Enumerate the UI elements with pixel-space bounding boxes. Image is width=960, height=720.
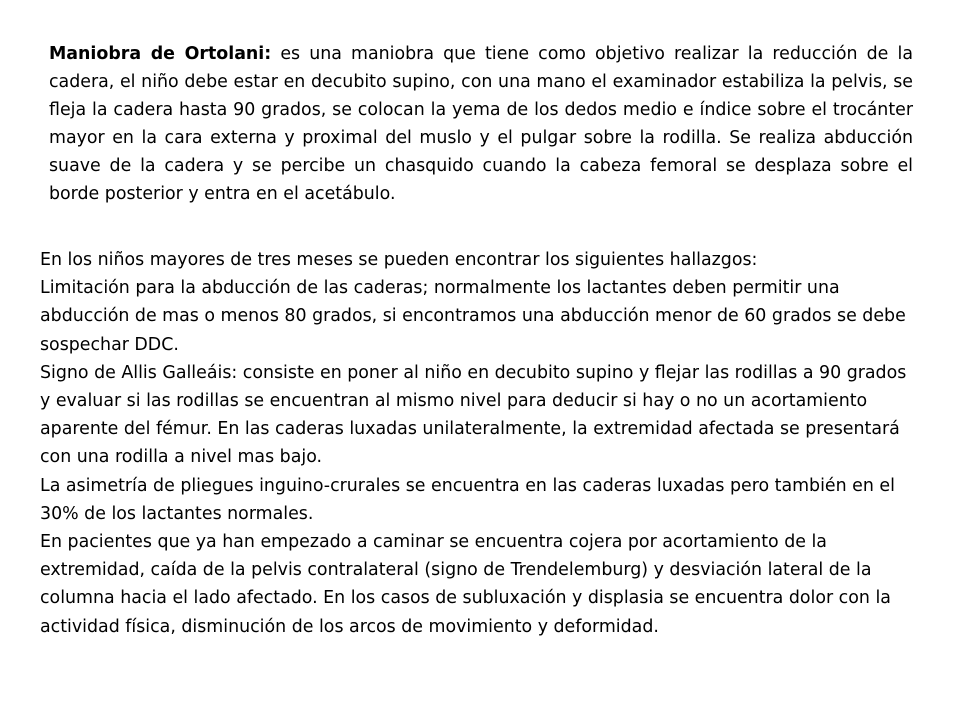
ortolani-paragraph bbox=[49, 40, 913, 208]
finding-allis-sign: Signo de Allis Galleáis: consiste en poner al niño en decubito supino y flejar las rodillas a 90 grados y evaluar si las rodillas se encuentran al mismo nivel para deducir si hay o no un acortamiento aparente del fémur. En las caderas luxadas unilateralmente, la extremidad afectada se presentará con una rodilla a nivel mas bajo. bbox=[40, 362, 907, 468]
finding-fold-asymmetry: La asimetría de pliegues inguino-crurales se encuentra en las caderas luxadas pero también en el 30% de los lactantes normales. bbox=[40, 475, 895, 524]
findings-intro: En los niños mayores de tres meses se pueden encontrar los siguientes hallazgos: bbox=[40, 250, 758, 270]
findings-block bbox=[40, 246, 920, 641]
finding-walking-children: En pacientes que ya han empezado a caminar se encuentra cojera por acortamiento de la extremidad, caída de la pelvis contralateral (signo de Trendelemburg) y desviación lateral de la columna hacia el lado afectado. En los casos de subluxación y displasia se encuentra dolor con la actividad física, disminución de los arcos de movimiento y deformidad. bbox=[40, 532, 891, 637]
ortolani-term: Maniobra de Ortolani: bbox=[49, 44, 272, 64]
ortolani-description: es una maniobra que tiene como objetivo realizar la reducción de la cadera, el niño debe estar en decubito supino, con una mano el examinador estabiliza la pelvis, se fleja la cadera hasta 90 grados, se colocan la yema de los dedos medio e índice sobre el trocánter mayor en la cara externa y proximal del muslo y el pulgar sobre la rodilla. Se realiza abducción suave de la cadera y se percibe un chasquido cuando la cabeza femoral se desplaza sobre el borde posterior y entra en el acetábulo. bbox=[49, 44, 913, 204]
finding-abduction-limitation: Limitación para la abducción de las caderas; normalmente los lactantes deben permitir una abducción de mas o menos 80 grados, si encontramos una abducción menor de 60 grados se debe sospechar DDC. bbox=[40, 278, 906, 355]
